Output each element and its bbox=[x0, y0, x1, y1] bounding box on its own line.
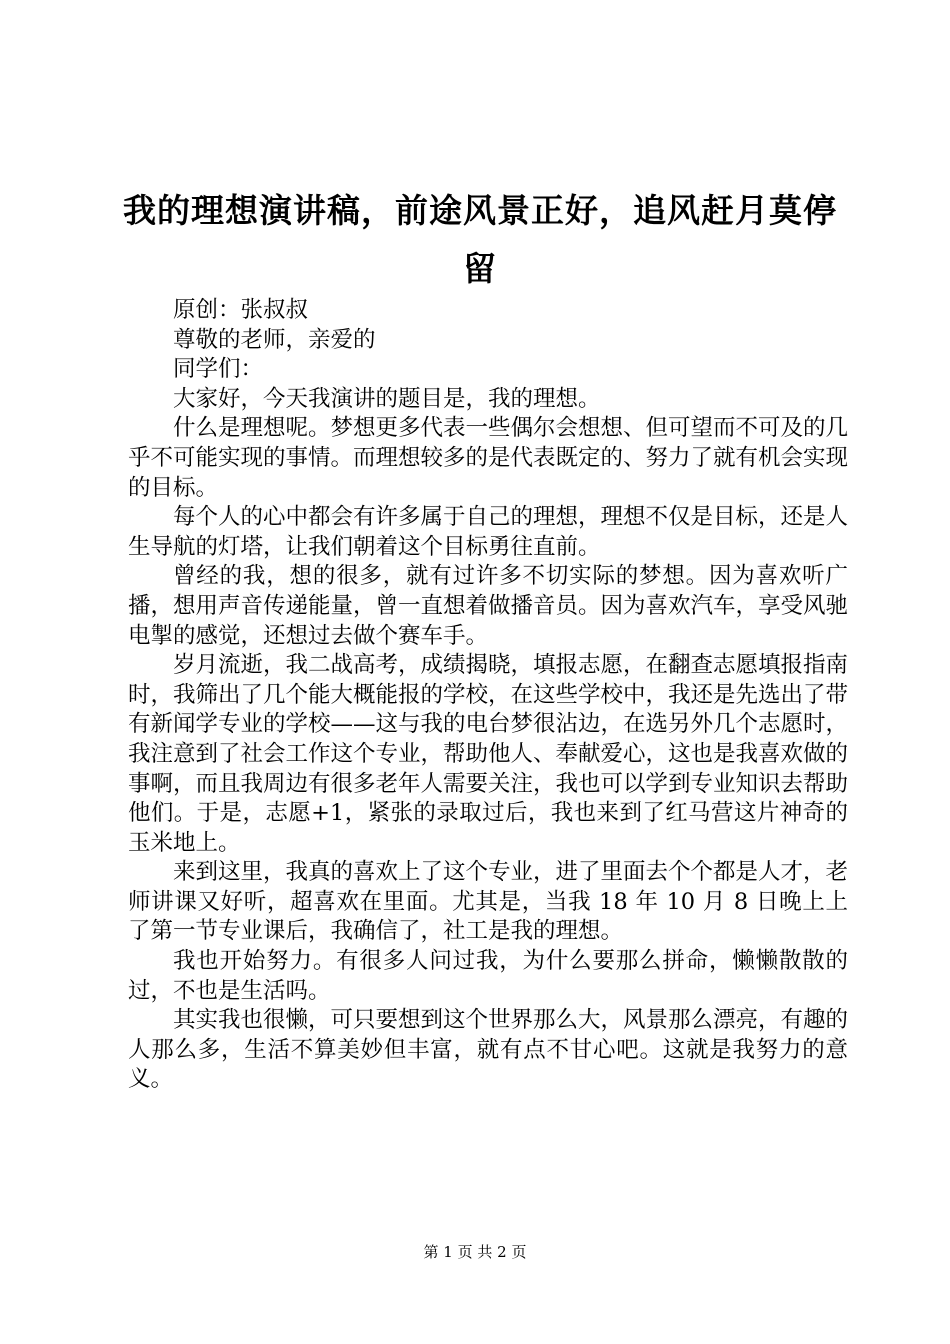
salutation-line: 同学们： bbox=[173, 356, 264, 383]
document-title: 我的理想演讲稿，前途风景正好，追风赶月莫停留 bbox=[123, 191, 837, 288]
paragraph: 什么是理想呢。梦想更多代表一些偶尔会想想、但可望而不可及的几乎不可能实现的事情。而理想较多的是代表既定的、努力了就有机会实现的目标。 bbox=[128, 415, 849, 501]
page-footer: 第 1 页 共 2 页 bbox=[423, 1243, 527, 1261]
author-line: 原创：张叔叔 bbox=[173, 297, 309, 323]
paragraph: 每个人的心中都会有许多属于自己的理想，理想不仅是目标，还是人生导航的灯塔，让我们朝着这个目标勇往直前。 bbox=[128, 504, 849, 560]
paragraph: 曾经的我，想的很多，就有过许多不切实际的梦想。因为喜欢听广播，想用声音传递能量，曾一直想着做播音员。因为喜欢汽车，享受风驰电掣的感觉，还想过去做个赛车手。 bbox=[128, 563, 849, 649]
paragraph: 我也开始努力。有很多人问过我，为什么要那么拼命，懒懒散散的过，不也是生活吗。 bbox=[128, 948, 848, 1004]
salutation-line: 尊敬的老师，亲爱的 bbox=[173, 326, 376, 353]
paragraph: 其实我也很懒，可只要想到这个世界那么大，风景那么漂亮，有趣的人那么多，生活不算美妙但丰富，就有点不甘心吧。这就是我努力的意义。 bbox=[128, 1007, 849, 1093]
paragraph: 来到这里，我真的喜欢上了这个专业，进了里面去个个都是人才，老师讲课又好听，超喜欢在里面。尤其是，当我 18 年 10 月 8 日晚上上了第一节专业课后，我确信了，社工是我的理想。 bbox=[128, 859, 849, 945]
paragraph: 大家好，今天我演讲的题目是，我的理想。 bbox=[173, 385, 601, 412]
document-body bbox=[128, 296, 848, 1095]
paragraph: 岁月流逝，我二战高考，成绩揭晓，填报志愿，在翻查志愿填报指南时，我筛出了几个能大概能报的学校，在这些学校中，我还是先选出了带有新闻学专业的学校——这与我的电台梦很沾边，在选另外几个志愿时，我注意到了社会工作这个专业，帮助他人、奉献爱心，这也是我喜欢做的事啊，而且我周边有很多老年人需要关注，我也可以学到专业知识去帮助他们。于是，志愿+1，紧张的录取过后，我也来到了红马营这片神奇的玉米地上。 bbox=[128, 652, 849, 856]
